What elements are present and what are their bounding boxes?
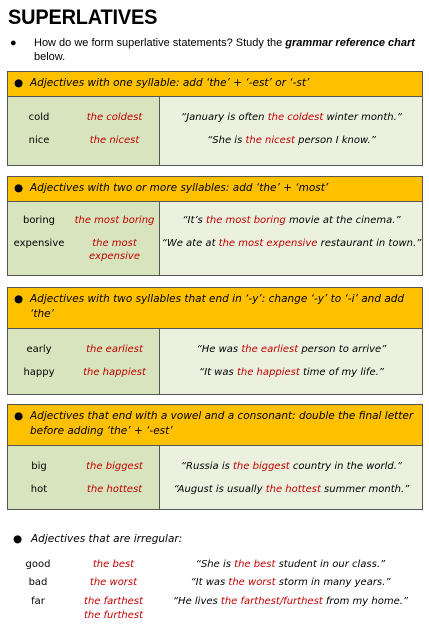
- superlative-cell: the most expensive: [89, 238, 140, 262]
- superlative-cell: the nicest: [89, 135, 140, 146]
- example-cell: “He lives the farthest/furthest from my home.”: [172, 596, 409, 607]
- superlative-cell: the farthest: [84, 596, 143, 607]
- adjective-cell: early: [26, 344, 52, 355]
- section-table: [7, 550, 423, 630]
- example-cell: “She is the nicest person I know.”: [207, 135, 376, 146]
- bullet-icon: ●: [13, 533, 23, 545]
- adjective-cell: good: [25, 559, 51, 570]
- example-cell: “It’s the most boring movie at the cinema.”: [182, 215, 401, 226]
- example-cell: “She is the best student in our class.”: [195, 559, 386, 570]
- intro-text: How do we form superlative statements? Study the grammar reference chart below.: [34, 37, 415, 63]
- section-one-syllable: [7, 71, 423, 166]
- section-table: [8, 329, 422, 394]
- example-cell: “August is usually the hottest summer month.”: [173, 484, 410, 495]
- example-cell: “January is often the coldest winter month.”: [181, 112, 402, 123]
- section-two-syllables: [7, 176, 423, 276]
- section-heading: ● Adjectives with two or more syllables: add ‘the’ + ‘most’: [8, 177, 422, 202]
- adjective-cell: cold: [28, 112, 50, 123]
- section-heading: ● Adjectives with one syllable: add ‘the’ + ‘-est’ or ‘-st’: [8, 72, 422, 97]
- section-ending-y: [7, 287, 423, 395]
- adjective-cell: nice: [28, 135, 50, 146]
- superlative-cell: the worst: [89, 577, 138, 588]
- section-heading: ● Adjectives with two syllables that end in ‘-y’: change ‘-y’ to ‘-i’ and add ‘the’: [8, 288, 422, 329]
- bullet-icon: ●: [14, 293, 24, 305]
- section-table: [8, 446, 422, 509]
- section-vowel-consonant: [7, 404, 423, 510]
- bullet-icon: ●: [14, 410, 24, 422]
- adjective-cell: big: [31, 461, 47, 472]
- superlative-cell: the most boring: [74, 215, 155, 226]
- bullet-icon: ●: [14, 77, 24, 89]
- section-table: [8, 202, 422, 275]
- adjective-cell: far: [31, 596, 45, 607]
- bullet-icon: ●: [14, 182, 24, 194]
- adjective-cell: expensive: [13, 238, 65, 249]
- example-cell: “We ate at the most expensive restaurant in town.”: [161, 238, 422, 249]
- adjective-cell: hot: [30, 484, 48, 495]
- section-table: [8, 97, 422, 165]
- superlative-cell: the happiest: [83, 367, 146, 378]
- section-irregular: [7, 550, 423, 630]
- superlative-cell: the coldest: [86, 112, 143, 123]
- example-cell: “It was the happiest time of my life.”: [199, 367, 384, 378]
- example-cell: “Russia is the biggest country in the world.”: [180, 461, 403, 472]
- superlative-cell: the furthest: [83, 610, 144, 621]
- page-title: SUPERLATIVES: [8, 6, 158, 29]
- example-cell: “It was the worst storm in many years.”: [190, 577, 391, 588]
- superlative-cell: the hottest: [86, 484, 143, 495]
- example-cell: “He was the earliest person to arrive”: [196, 344, 387, 355]
- superlative-cell: the biggest: [86, 461, 143, 472]
- superlative-cell: the best: [92, 559, 135, 570]
- adjective-cell: happy: [23, 367, 55, 378]
- adjective-cell: boring: [22, 215, 56, 226]
- superlative-cell: the earliest: [86, 344, 143, 355]
- adjective-cell: bad: [28, 577, 48, 588]
- bullet-icon: ●: [10, 37, 17, 49]
- section-heading: ● Adjectives that end with a vowel and a consonant: double the final letter before adding ‘the’ + ‘-est’: [8, 405, 422, 446]
